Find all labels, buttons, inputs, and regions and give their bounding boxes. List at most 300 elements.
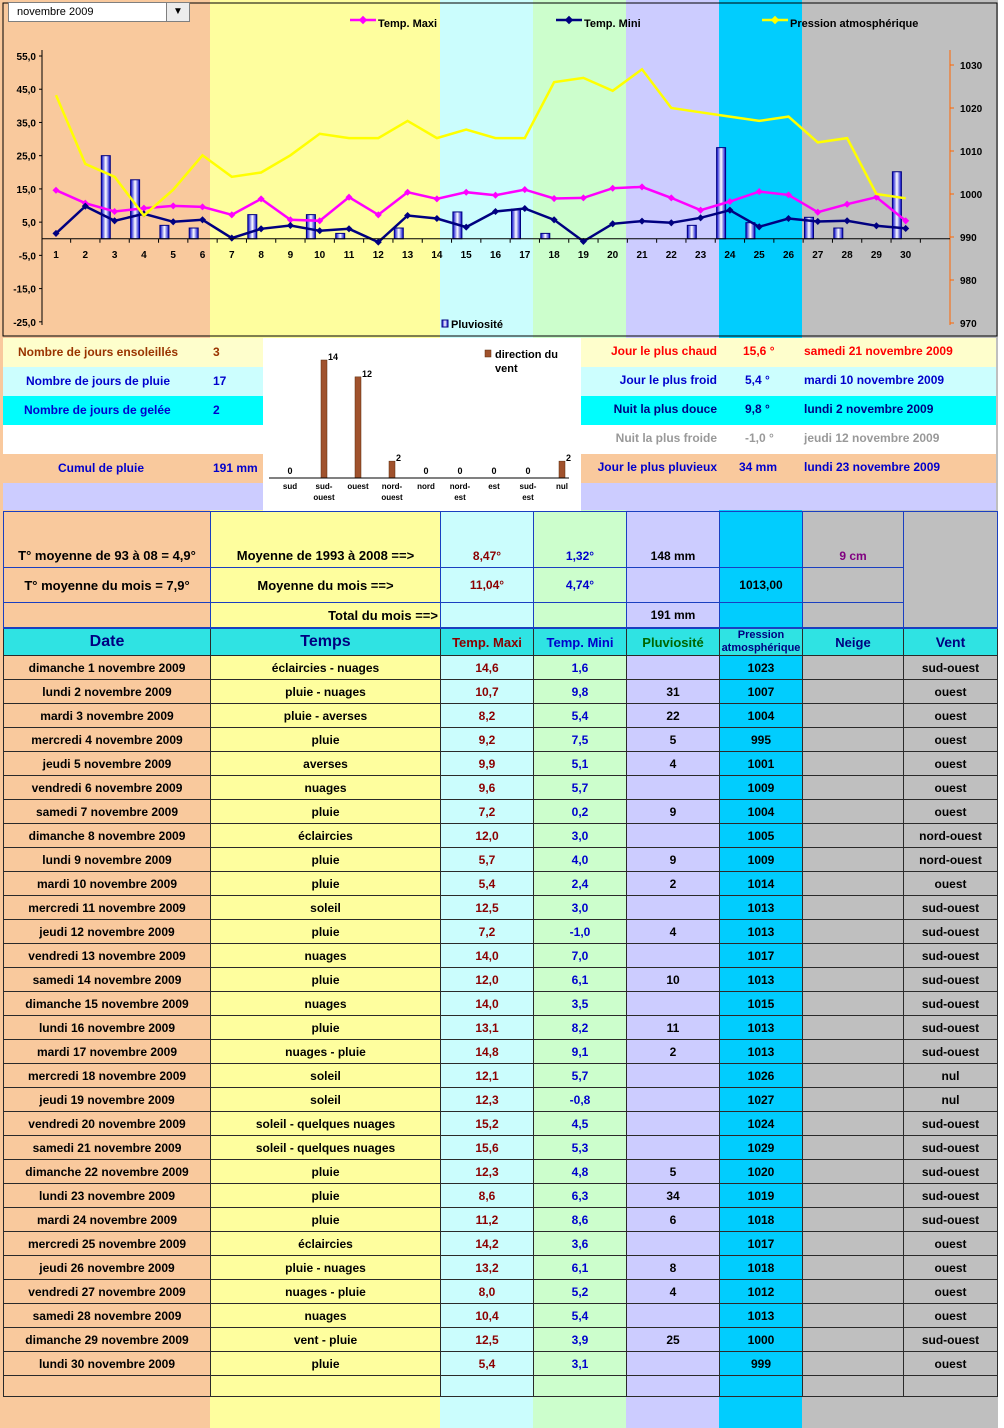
row-press: 1009 — [720, 848, 803, 872]
legend-label-bar: Pluviosité — [451, 319, 503, 331]
avg-longterm-pluv: 148 mm — [627, 512, 720, 568]
row-max: 14,2 — [441, 1232, 534, 1256]
wind-chart — [263, 338, 581, 512]
stat-label-sunny: Nombre de jours ensoleillés — [18, 345, 179, 359]
row-press: 1009 — [720, 776, 803, 800]
row-date: samedi 21 novembre 2009 — [4, 1136, 211, 1160]
y-tick-label: 55,0 — [16, 52, 36, 63]
row-pluv: 4 — [627, 920, 720, 944]
row-date: vendredi 13 novembre 2009 — [4, 944, 211, 968]
wind-category-label: nord- — [381, 482, 403, 491]
avg-month-max: 11,04° — [441, 568, 534, 603]
table-row — [4, 944, 998, 968]
row-pluv — [627, 1088, 720, 1112]
row-date: vendredi 27 novembre 2009 — [4, 1280, 211, 1304]
header-min: Temp. Mini — [534, 628, 627, 656]
row-min: 5,7 — [534, 776, 627, 800]
averages-table — [3, 511, 998, 628]
table-row — [4, 1064, 998, 1088]
header-date: Date — [4, 628, 211, 656]
row-neige — [803, 1232, 904, 1256]
x-tick-label: 20 — [607, 249, 619, 261]
series-marker — [258, 225, 265, 232]
series-marker — [873, 222, 880, 229]
row-press: 995 — [720, 728, 803, 752]
row-neige — [803, 1208, 904, 1232]
stat-date-mildest-night: lundi 2 novembre 2009 — [804, 402, 934, 416]
row-neige — [803, 944, 904, 968]
row-pluv-empty — [627, 1376, 720, 1397]
row-temps: pluie — [211, 1016, 441, 1040]
row-neige — [803, 704, 904, 728]
row-date: jeudi 5 novembre 2009 — [4, 752, 211, 776]
table-row — [4, 776, 998, 800]
row-vent: ouest — [904, 800, 998, 824]
header-pluv: Pluviosité — [627, 628, 720, 656]
row-max: 12,3 — [441, 1160, 534, 1184]
x-tick-label: 19 — [577, 249, 589, 261]
row-vent: nul — [904, 1064, 998, 1088]
series-marker — [844, 201, 851, 208]
wind-category-label: sud — [282, 482, 298, 491]
y-tick-label: 15,0 — [16, 184, 36, 196]
row-vent-empty — [904, 1376, 998, 1397]
table-row — [4, 704, 998, 728]
series-line — [56, 206, 906, 242]
table-row — [4, 920, 998, 944]
row-min: 4,0 — [534, 848, 627, 872]
row-date: mardi 10 novembre 2009 — [4, 872, 211, 896]
row-press: 1026 — [720, 1064, 803, 1088]
row-neige — [803, 1352, 904, 1376]
avg-longterm-label: Moyenne de 1993 à 2008 ==> — [211, 512, 441, 568]
row-vent: ouest — [904, 704, 998, 728]
row-vent: ouest — [904, 872, 998, 896]
row-press: 1015 — [720, 992, 803, 1016]
avg-longterm-temp: T° moyenne de 93 à 08 = 4,9° — [4, 512, 211, 568]
rain-bar — [717, 148, 726, 239]
series-marker — [433, 195, 440, 202]
wind-bar — [321, 360, 327, 478]
stat-value-coldest: 5,4 ° — [745, 373, 770, 387]
row-max: 11,2 — [441, 1208, 534, 1232]
table-row — [4, 1016, 998, 1040]
stat-value-rain-total: 191 mm — [213, 461, 258, 475]
y-tick-label: 35,0 — [16, 118, 36, 130]
row-date: lundi 2 novembre 2009 — [4, 680, 211, 704]
row-pluv — [627, 944, 720, 968]
row-date: mercredi 11 novembre 2009 — [4, 896, 211, 920]
row-max: 9,2 — [441, 728, 534, 752]
y2-tick-label: 1020 — [960, 104, 983, 115]
row-max: 9,6 — [441, 776, 534, 800]
row-max: 14,8 — [441, 1040, 534, 1064]
row-vent: ouest — [904, 1232, 998, 1256]
row-min: 5,2 — [534, 1280, 627, 1304]
header-max: Temp. Maxi — [441, 628, 534, 656]
row-max: 5,7 — [441, 848, 534, 872]
row-min: 6,1 — [534, 1256, 627, 1280]
row-neige — [803, 800, 904, 824]
row-temps: éclaircies - nuages — [211, 656, 441, 680]
row-press: 1023 — [720, 656, 803, 680]
wind-value-label: 0 — [423, 466, 429, 476]
row-pluv — [627, 656, 720, 680]
row-neige — [803, 1016, 904, 1040]
series-marker — [551, 195, 558, 202]
stat-value-rain-days: 17 — [213, 374, 227, 388]
table-row — [4, 896, 998, 920]
month-select[interactable] — [8, 2, 190, 22]
row-date: jeudi 19 novembre 2009 — [4, 1088, 211, 1112]
row-min: 5,3 — [534, 1136, 627, 1160]
row-temps: averses — [211, 752, 441, 776]
row-temps: éclaircies — [211, 1232, 441, 1256]
series-marker — [521, 186, 528, 193]
row-press-empty — [720, 1376, 803, 1397]
row-pluv: 34 — [627, 1184, 720, 1208]
row-neige — [803, 824, 904, 848]
row-date: vendredi 20 novembre 2009 — [4, 1112, 211, 1136]
row-pluv: 5 — [627, 1160, 720, 1184]
header-temps: Temps — [211, 628, 441, 656]
row-date: dimanche 29 novembre 2009 — [4, 1328, 211, 1352]
row-temps: pluie - nuages — [211, 680, 441, 704]
total-pluv: 191 mm — [627, 603, 720, 628]
table-row — [4, 1304, 998, 1328]
row-min: 7,0 — [534, 944, 627, 968]
series-marker — [521, 205, 528, 212]
row-neige — [803, 848, 904, 872]
row-temps: nuages — [211, 992, 441, 1016]
wind-value-label: 2 — [396, 453, 402, 464]
wind-bar — [389, 461, 395, 478]
row-temps: éclaircies — [211, 824, 441, 848]
x-tick-label: 7 — [229, 249, 235, 261]
series-marker — [433, 215, 440, 222]
row-pluv: 25 — [627, 1328, 720, 1352]
series-marker — [697, 207, 704, 214]
avg-month-press: 1013,00 — [720, 568, 803, 603]
row-temps: nuages — [211, 944, 441, 968]
row-max: 12,1 — [441, 1064, 534, 1088]
x-tick-label: 26 — [782, 249, 795, 261]
row-max: 7,2 — [441, 920, 534, 944]
table-row — [4, 1328, 998, 1352]
row-date: lundi 16 novembre 2009 — [4, 1016, 211, 1040]
stat-row-bg — [210, 425, 263, 454]
wind-category-label: nord- — [449, 482, 471, 491]
row-date: mercredi 18 novembre 2009 — [4, 1064, 211, 1088]
row-date: samedi 14 novembre 2009 — [4, 968, 211, 992]
row-pluv: 31 — [627, 680, 720, 704]
row-neige — [803, 1160, 904, 1184]
legend-marker — [359, 16, 367, 24]
row-min: 3,1 — [534, 1352, 627, 1376]
x-tick-label: 16 — [489, 249, 502, 261]
row-temps: nuages - pluie — [211, 1280, 441, 1304]
row-date: mercredi 25 novembre 2009 — [4, 1232, 211, 1256]
row-min: 2,4 — [534, 872, 627, 896]
row-pluv: 6 — [627, 1208, 720, 1232]
table-row — [4, 656, 998, 680]
wind-value-label: 14 — [328, 352, 339, 362]
stat-date-hottest: samedi 21 novembre 2009 — [804, 344, 953, 358]
row-temps: vent - pluie — [211, 1328, 441, 1352]
row-date-empty — [4, 1376, 211, 1397]
row-neige — [803, 1184, 904, 1208]
row-temps: pluie - averses — [211, 704, 441, 728]
series-marker — [638, 218, 645, 225]
row-press: 1013 — [720, 1040, 803, 1064]
row-date: mardi 3 novembre 2009 — [4, 704, 211, 728]
row-max: 5,4 — [441, 1352, 534, 1376]
stat-label-coldest: Jour le plus froid — [619, 373, 717, 387]
wind-bar — [559, 461, 565, 478]
row-press: 1012 — [720, 1280, 803, 1304]
wind-value-label: 2 — [566, 453, 572, 464]
row-temps: pluie — [211, 1160, 441, 1184]
rain-bar — [160, 225, 169, 238]
row-temps: pluie — [211, 848, 441, 872]
wind-value-label: 0 — [525, 466, 531, 476]
series-marker — [170, 202, 177, 209]
x-tick-label: 28 — [841, 249, 853, 261]
row-press: 1000 — [720, 1328, 803, 1352]
row-neige — [803, 1280, 904, 1304]
row-max: 8,6 — [441, 1184, 534, 1208]
series-marker — [287, 222, 294, 229]
y-tick-label: 5,0 — [22, 218, 36, 230]
avg-month-neige — [803, 568, 904, 603]
stat-label-hottest: Jour le plus chaud — [610, 344, 717, 358]
table-row — [4, 1232, 998, 1256]
row-press: 1005 — [720, 824, 803, 848]
header-press: Pression atmosphérique — [720, 628, 803, 656]
table-row — [4, 1160, 998, 1184]
row-vent: ouest — [904, 1256, 998, 1280]
row-min: 4,8 — [534, 1160, 627, 1184]
table-row — [4, 824, 998, 848]
row-vent: sud-ouest — [904, 1112, 998, 1136]
row-vent: sud-ouest — [904, 1136, 998, 1160]
row-vent: sud-ouest — [904, 1328, 998, 1352]
x-tick-label: 8 — [258, 249, 264, 261]
y2-tick-label: 980 — [960, 276, 977, 287]
row-press: 1019 — [720, 1184, 803, 1208]
row-min: 5,1 — [534, 752, 627, 776]
wind-category-label: est — [522, 493, 534, 502]
row-neige — [803, 896, 904, 920]
row-press: 1004 — [720, 800, 803, 824]
row-pluv: 5 — [627, 728, 720, 752]
row-temps: soleil — [211, 1088, 441, 1112]
row-vent: ouest — [904, 776, 998, 800]
table-row — [4, 1112, 998, 1136]
table-row — [4, 752, 998, 776]
stat-value-hottest: 15,6 ° — [743, 344, 775, 358]
row-pluv — [627, 1352, 720, 1376]
wind-value-label: 12 — [362, 368, 373, 379]
series-marker — [638, 183, 645, 190]
total-empty — [4, 603, 211, 628]
row-min: 9,8 — [534, 680, 627, 704]
rain-bar — [541, 233, 550, 238]
row-date: lundi 9 novembre 2009 — [4, 848, 211, 872]
x-tick-label: 27 — [812, 249, 824, 261]
row-neige — [803, 752, 904, 776]
row-neige — [803, 1256, 904, 1280]
x-tick-label: 10 — [314, 249, 326, 261]
series-marker — [580, 194, 587, 201]
row-pluv — [627, 1064, 720, 1088]
row-neige — [803, 1040, 904, 1064]
row-temps: nuages - pluie — [211, 1040, 441, 1064]
x-tick-label: 18 — [548, 249, 560, 261]
row-press: 1007 — [720, 680, 803, 704]
rain-bar — [746, 223, 755, 239]
row-temps: nuages — [211, 1304, 441, 1328]
row-min: 5,4 — [534, 1304, 627, 1328]
row-pluv — [627, 1304, 720, 1328]
legend-marker — [771, 16, 779, 24]
daily-table — [3, 627, 998, 1397]
row-press: 1014 — [720, 872, 803, 896]
y2-tick-label: 1030 — [960, 61, 983, 72]
y-tick-label: -15,0 — [13, 284, 36, 296]
row-max: 14,0 — [441, 944, 534, 968]
row-neige — [803, 1064, 904, 1088]
row-press: 1027 — [720, 1088, 803, 1112]
row-neige-empty — [803, 1376, 904, 1397]
row-press: 1024 — [720, 1112, 803, 1136]
wind-value-label: 0 — [287, 466, 293, 476]
row-neige — [803, 728, 904, 752]
row-date: dimanche 8 novembre 2009 — [4, 824, 211, 848]
wind-category-label: est — [454, 493, 466, 502]
row-pluv — [627, 1136, 720, 1160]
table-row — [4, 728, 998, 752]
avg-month-temp: T° moyenne du mois = 7,9° — [4, 568, 211, 603]
row-temps: soleil - quelques nuages — [211, 1112, 441, 1136]
stat-value-rainiest: 34 mm — [739, 460, 778, 474]
avg-longterm-press — [720, 512, 803, 568]
rain-bar — [189, 228, 198, 239]
table-row — [4, 1256, 998, 1280]
row-pluv: 10 — [627, 968, 720, 992]
x-tick-label: 13 — [402, 249, 414, 261]
row-pluv: 22 — [627, 704, 720, 728]
row-vent: nul — [904, 1088, 998, 1112]
x-tick-label: 29 — [870, 249, 882, 261]
rain-bar — [394, 228, 403, 239]
x-tick-label: 12 — [372, 249, 384, 261]
series-marker — [814, 218, 821, 225]
row-neige — [803, 1088, 904, 1112]
x-tick-label: 3 — [111, 249, 118, 261]
legend-marker — [565, 16, 573, 24]
row-min: 8,6 — [534, 1208, 627, 1232]
row-max: 12,3 — [441, 1088, 534, 1112]
row-max: 8,2 — [441, 704, 534, 728]
table-row — [4, 872, 998, 896]
row-date: jeudi 12 novembre 2009 — [4, 920, 211, 944]
chevron-down-icon[interactable]: ▼ — [166, 3, 189, 21]
row-vent: nord-ouest — [904, 824, 998, 848]
rain-bar — [248, 215, 257, 239]
row-press: 1013 — [720, 920, 803, 944]
rain-bar — [834, 228, 843, 239]
total-neige — [803, 603, 904, 628]
row-temps-empty — [211, 1376, 441, 1397]
row-temps: pluie — [211, 920, 441, 944]
stat-label-coldest-night: Nuit la plus froide — [615, 431, 717, 445]
stat-date-coldest-night: jeudi 12 novembre 2009 — [804, 431, 940, 445]
row-pluv: 8 — [627, 1256, 720, 1280]
row-pluv: 4 — [627, 1280, 720, 1304]
row-press: 1013 — [720, 1016, 803, 1040]
stat-label-rain-total: Cumul de pluie — [58, 461, 145, 475]
row-pluv — [627, 824, 720, 848]
row-max: 13,1 — [441, 1016, 534, 1040]
row-vent: ouest — [904, 1280, 998, 1304]
x-tick-label: 2 — [82, 249, 89, 261]
table-row — [4, 968, 998, 992]
series-marker — [170, 218, 177, 225]
row-temps: pluie — [211, 1352, 441, 1376]
row-min: 3,5 — [534, 992, 627, 1016]
x-tick-label: 1 — [53, 249, 59, 261]
table-row — [4, 1040, 998, 1064]
y2-tick-label: 970 — [960, 319, 977, 330]
row-date: jeudi 26 novembre 2009 — [4, 1256, 211, 1280]
row-max: 8,0 — [441, 1280, 534, 1304]
legend-label: Temp. Mini — [584, 18, 641, 30]
row-date: vendredi 6 novembre 2009 — [4, 776, 211, 800]
rain-bar — [512, 209, 521, 238]
row-pluv — [627, 896, 720, 920]
avg-longterm-min: 1,32° — [534, 512, 627, 568]
x-tick-label: 22 — [665, 249, 677, 261]
x-tick-label: 23 — [695, 249, 707, 261]
row-press: 1013 — [720, 1304, 803, 1328]
x-tick-label: 15 — [460, 249, 472, 261]
row-min: 6,3 — [534, 1184, 627, 1208]
total-label: Total du mois ==> — [211, 603, 441, 628]
row-pluv — [627, 1112, 720, 1136]
table-row — [4, 848, 998, 872]
row-vent: sud-ouest — [904, 656, 998, 680]
row-max: 12,5 — [441, 1328, 534, 1352]
row-max: 9,9 — [441, 752, 534, 776]
row-neige — [803, 1328, 904, 1352]
row-min: 6,1 — [534, 968, 627, 992]
stat-label-mildest-night: Nuit la plus douce — [613, 402, 717, 416]
total-min — [534, 603, 627, 628]
row-max-empty — [441, 1376, 534, 1397]
stat-date-rainiest: lundi 23 novembre 2009 — [804, 460, 941, 474]
row-pluv: 4 — [627, 752, 720, 776]
row-max: 14,6 — [441, 656, 534, 680]
row-vent: sud-ouest — [904, 1016, 998, 1040]
row-min: 9,1 — [534, 1040, 627, 1064]
table-row — [4, 1088, 998, 1112]
row-min: 3,9 — [534, 1328, 627, 1352]
avg-vent-cell — [904, 512, 998, 628]
wind-category-label: sud- — [519, 482, 537, 491]
table-row — [4, 800, 998, 824]
legend-label: Pression atmosphérique — [790, 18, 919, 30]
